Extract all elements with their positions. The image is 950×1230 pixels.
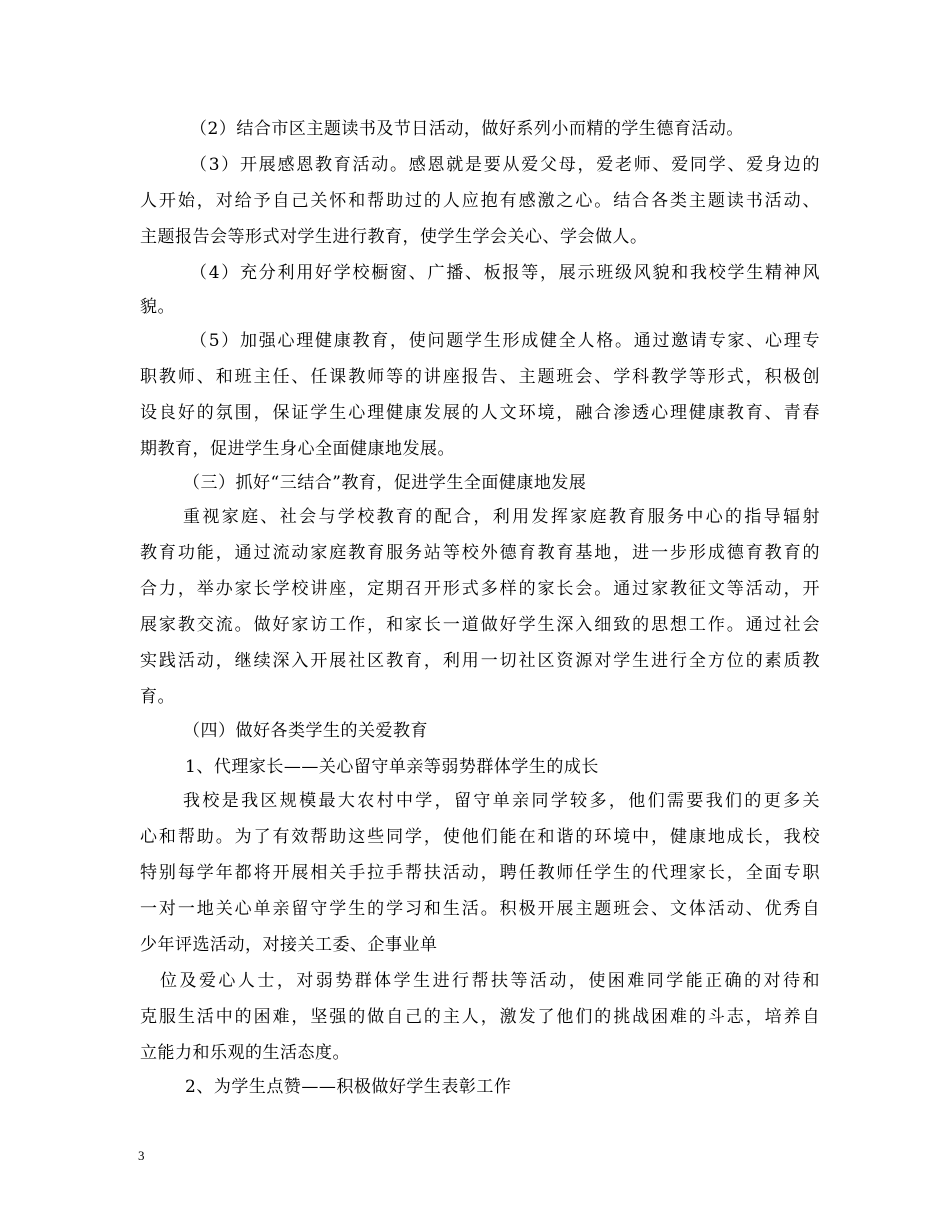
paragraph-line: 位及爱心人士，对弱势群体学生进行帮扶等活动，使困难同学能正确的对待和 [160, 971, 820, 991]
paragraph-line: 重视家庭、社会与学校教育的配合，利用发挥家庭教育服务中心的指导辐射 [183, 507, 820, 527]
paragraph-line: 心和帮助。为了有效帮助这些同学，使他们能在和谐的环境中，健康地成长，我校 [140, 827, 820, 847]
paragraph-line: （5）加强心理健康教育，使问题学生形成健全人格。通过邀请专家、心理专 [190, 331, 820, 351]
subsection-heading: 1、代理家长——关心留守单亲等弱势群体学生的成长 [185, 757, 599, 777]
paragraph-line: 教育功能，通过流动家庭教育服务站等校外德育教育基地，进一步形成德育教育的 [140, 543, 820, 563]
paragraph-line: 立能力和乐观的生活态度。 [140, 1043, 350, 1063]
paragraph-line: 少年评选活动，对接关工委、企事业单 [140, 935, 438, 955]
paragraph-line: 实践活动，继续深入开展社区教育，利用一切社区资源对学生进行全方位的素质教 [140, 651, 820, 671]
paragraph-line: （2）结合市区主题读书及节日活动，做好系列小而精的学生德育活动。 [190, 119, 744, 139]
paragraph-line: 特别每学年都将开展相关手拉手帮扶活动，聘任教师任学生的代理家长，全面专职 [140, 863, 820, 883]
paragraph-line: 职教师、和班主任、任课教师等的讲座报告、主题班会、学科教学等形式，积极创 [140, 367, 820, 387]
paragraph-line: （4）充分利用好学校橱窗、广播、板报等，展示班级风貌和我校学生精神风 [190, 263, 820, 283]
paragraph-line: 合力，举办家长学校讲座，定期召开形式多样的家长会。通过家教征文等活动，开 [140, 579, 820, 599]
paragraph-line: 一对一地关心单亲留守学生的学习和生活。积极开展主题班会、文体活动、优秀自 [140, 899, 820, 919]
paragraph-line: （3）开展感恩教育活动。感恩就是要从爱父母，爱老师、爱同学、爱身边的 [190, 155, 820, 175]
paragraph-line: 我校是我区规模最大农村中学，留守单亲同学较多，他们需要我们的更多关 [183, 791, 820, 811]
paragraph-line: 设良好的氛围，保证学生心理健康发展的人文环境，融合渗透心理健康教育、青春 [140, 403, 820, 423]
paragraph-line: 育。 [140, 687, 175, 707]
paragraph-line: 貌。 [140, 297, 175, 317]
section-heading: （四）做好各类学生的关爱教育 [183, 721, 428, 741]
paragraph-line: 展家教交流。做好家访工作，和家长一道做好学生深入细致的思想工作。通过社会 [140, 615, 820, 635]
paragraph-line: 期教育，促进学生身心全面健康地发展。 [140, 439, 455, 459]
paragraph-line: 克服生活中的困难，坚强的做自己的主人，激发了他们的挑战困难的斗志，培养自 [140, 1007, 820, 1027]
page-number: 3 [138, 1148, 145, 1163]
paragraph-line: 人开始，对给予自己关怀和帮助过的人应抱有感激之心。结合各类主题读书活动、 [140, 191, 820, 211]
paragraph-line: 主题报告会等形式对学生进行教育，使学生学会关心、学会做人。 [140, 227, 648, 247]
subsection-heading: 2、为学生点赞——积极做好学生表彰工作 [185, 1077, 512, 1097]
section-heading: （三）抓好“三结合”教育，促进学生全面健康地发展 [183, 473, 587, 493]
